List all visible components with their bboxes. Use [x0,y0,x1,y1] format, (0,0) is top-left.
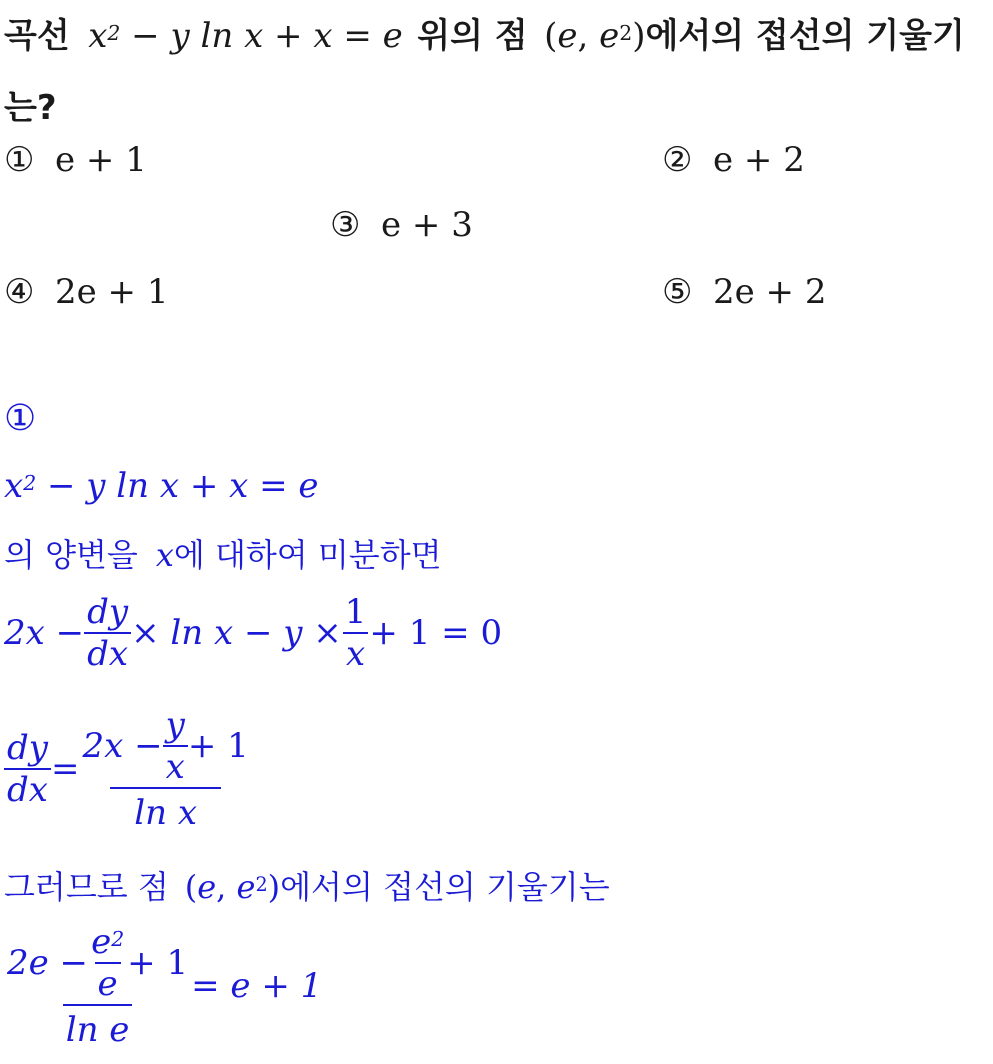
step1-variable: x [155,536,174,574]
e-squared-over-e-fraction: $\frac{e^2}{e}$ [91,922,125,1004]
choice-5[interactable] [662,272,826,312]
choice-4[interactable] [4,272,168,312]
main-fraction: 2x − $\frac{y}{x}$ + 1 ln x [82,705,249,833]
solution-equation-3: $\frac{dy}{dx}$ = 2x − $\frac{y}{x}$ + 1 ln x [4,705,252,833]
question-line-2: 는? [4,88,57,128]
dy-dx-fraction: $\frac{dy}{dx}$ [84,592,131,674]
choice-text: 2e + 1 [54,272,169,312]
choice-text: e + 2 [712,140,805,180]
step2-point: (e, $e^2$) [184,868,281,906]
question-suffix: 에서의 접선의 기울기 [645,16,965,56]
choice-marker: ③ [330,205,361,245]
solution-equation-4: 2e − $\frac{e^2}{e}$ + 1 ln e = e + 1 [4,922,322,1050]
question-prefix: 곡선 [4,16,70,56]
solution-equation-1: $x^2 - y$ ln x + x = e [4,466,319,506]
choice-marker: ⑤ [662,272,693,312]
solution-step-2: 그러므로 점 (e, $e^2$)에서의 접선의 기울기는 [4,868,610,906]
final-fraction: 2e − $\frac{e^2}{e}$ + 1 ln e [7,922,189,1050]
y-over-x-fraction: $\frac{y}{x}$ [163,705,188,787]
question-mid: 위의 점 [417,16,528,56]
choice-3[interactable] [330,205,473,245]
solution-step-1: 의 양변을 x에 대하여 미분하면 [4,536,442,574]
dy-dx-fraction: $\frac{dy}{dx}$ [4,728,51,810]
solution-equation-2: 2x − $\frac{dy}{dx}$ × ln x − y × $\frac{1}{x}$ + 1 = 0 [4,592,503,674]
choice-text: e + 1 [54,140,147,180]
question-line-1 [4,8,965,57]
choice-text: e + 3 [380,205,473,245]
choice-2[interactable] [662,140,805,180]
choice-text: 2e + 2 [712,272,827,312]
choice-marker: ④ [4,272,35,312]
answer-marker: ① [4,398,37,439]
choice-1[interactable] [4,140,147,180]
choice-marker: ② [662,140,693,180]
question-equation: $x^2 - y$ ln x + x = e [88,16,403,56]
choice-marker: ① [4,140,35,180]
question-point: (e, $e^2$) [544,16,646,56]
one-over-x-fraction: $\frac{1}{x}$ [344,592,367,674]
